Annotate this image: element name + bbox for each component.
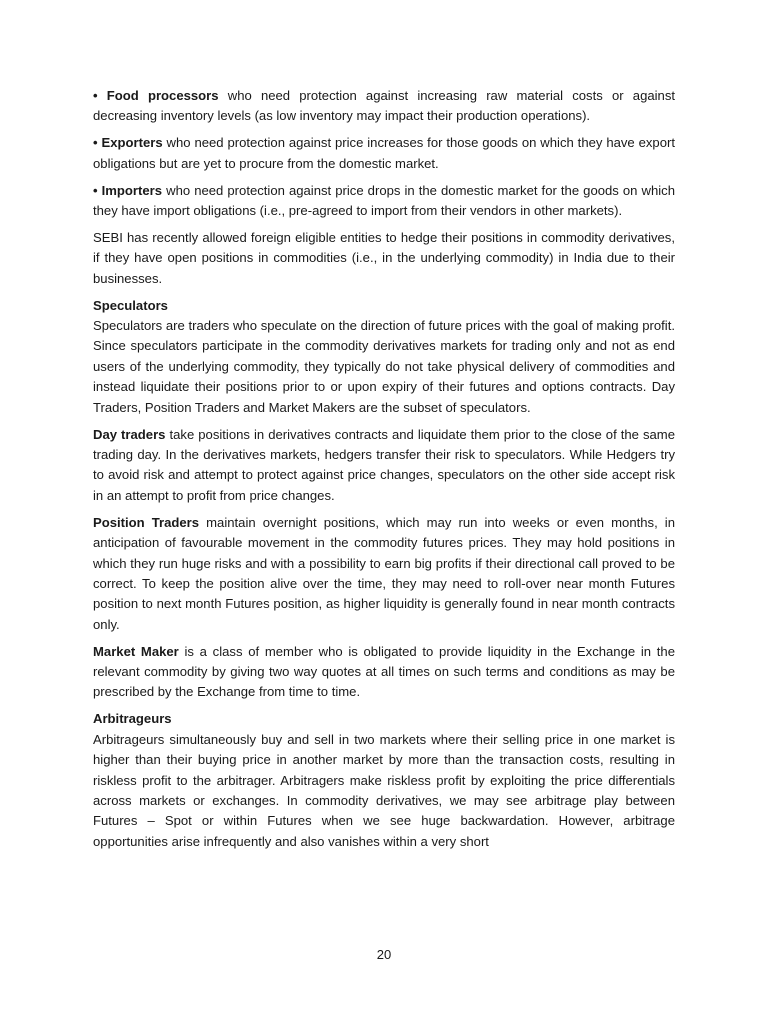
paragraph-arbitrageurs: Arbitrageurs simultaneously buy and sell in two markets where their selling price in one market is higher than their buying price in another market by more than the transaction costs, resulting in riskless profit to the arbitrager. Arbitragers make riskless profit by exploiting the price differentials across markets or exchanges. In commodity derivatives, we may see arbitrage play between Futures – Spot or within Futures when we see huge backwardation. However, arbitrage opportunities arise infrequently and also vanishes within a very short	[93, 731, 675, 849]
term-exporters: Exporters	[101, 135, 163, 151]
bullet-marker: •	[93, 135, 98, 151]
text-market-maker: is a class of member who is obligated to provide liquidity in the Exchange in the relevant commodity by giving two way quotes at all times on such terms and conditions as may be prescribed by the Exchange from time to time.	[93, 643, 675, 700]
paragraph-sebi: SEBI has recently allowed foreign eligible entities to hedge their positions in commodity derivatives, if they have open positions in commodities (i.e., in the underlying commodity) in India due to their businesses.	[93, 229, 675, 286]
text-position-traders: maintain overnight positions, which may run into weeks or even months, in anticipation of favourable movement in the commodity futures prices. They may hold positions in which they run huge risks and with a possibility to earn big profits if their directional call proved to be correct. To keep the position alive over the time, they may need to roll-over near month Futures position to next month Futures position, as higher liquidity is generally found in near month contracts only.	[93, 514, 675, 632]
term-food-processors: Food processors	[106, 88, 219, 103]
bullet-marker: •	[93, 88, 98, 103]
page-number: 20	[376, 947, 392, 962]
term-market-maker: Market Maker	[93, 643, 179, 659]
bullet-importers	[93, 181, 675, 222]
text-day-traders: take positions in derivatives contracts and liquidate them prior to the close of the same trading day. In the derivatives markets, hedgers transfer their risk to speculators. While Hedgers try to avoid risk and attempt to protect against price changes, speculators on the other side accept risk in an attempt to profit from price changes.	[93, 426, 675, 503]
text-exporters: who need protection against price increases for those goods on which they have export obligations but are yet to procure from the domestic market.	[93, 135, 675, 171]
paragraph-day-traders	[93, 425, 675, 507]
term-position-traders: Position Traders	[93, 514, 200, 530]
bullet-marker: •	[93, 182, 98, 198]
bullet-exporters	[93, 133, 675, 174]
bullet-food-processors	[93, 86, 675, 127]
paragraph-market-maker	[93, 642, 675, 703]
term-importers: Importers	[101, 182, 163, 198]
paragraph-position-traders	[93, 513, 675, 635]
text-food-processors: who need protection against increasing raw material costs or against decreasing inventory levels (as low inventory may impact their production operations).	[93, 88, 676, 124]
heading-speculators: Speculators	[93, 297, 168, 313]
paragraph-speculators: Speculators are traders who speculate on the direction of future prices with the goal of making profit. Since speculators participate in the commodity derivatives markets for trading only and not as end users of the underlying commodity, they typically do not take physical delivery of commodities and instead liquidate their positions prior to or upon expiry of their futures and options contracts. Day Traders, Position Traders and Market Makers are the subset of speculators.	[93, 318, 675, 415]
heading-arbitrageurs: Arbitrageurs	[93, 711, 172, 727]
text-importers: who need protection against price drops in the domestic market for the goods on which they have import obligations (i.e., pre-agreed to import from their vendors in other markets).	[93, 182, 675, 219]
term-day-traders: Day traders	[93, 426, 166, 442]
document-body	[93, 86, 675, 859]
